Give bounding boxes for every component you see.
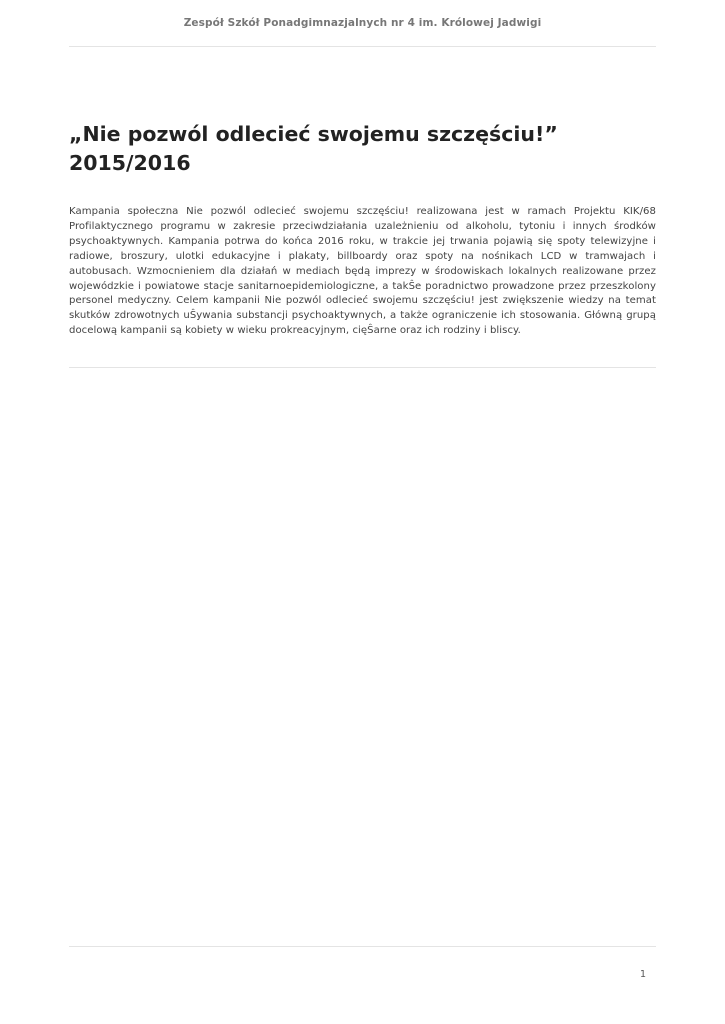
- header-divider: [69, 46, 656, 47]
- article-title-line2: 2015/2016: [69, 151, 191, 175]
- article-body: Kampania społeczna Nie pozwól odlecieć swojemu szczęściu! realizowana jest w ramach Projektu KIK/68 Profilaktycznego programu w zakresie przeciwdziałania uzależnieniu od alkoholu, tytoniu i innych środków psychoaktywnych. Kampania potrwa do końca 2016 roku, w trakcie jej trwania pojawią się spoty telewizyjne i radiowe, broszury, ulotki edukacyjne i plakaty, billboardy oraz spoty na nośnikach LCD w tramwajach i autobusach. Wzmocnieniem dla działań w mediach będą imprezy w środowiskach lokalnych realizowane przez wojewódzkie i powiatowe stacje sanitarnoepidemiologiczne, a takŜe poradnictwo prowadzone przez przeszkolony personel medyczny. Celem kampanii Nie pozwól odlecieć swojemu szczęściu! jest zwiększenie wiedzy na temat skutków zdrowotnych uŜywania substancji psychoaktywnych, a także ograniczenie ich stosowania. Główną grupą docelową kampanii są kobiety w wieku prokreacyjnym, cięŜarne oraz ich rodziny i bliscy.: [69, 206, 656, 337]
- footer-divider: [69, 946, 656, 947]
- article-title-line1: „Nie pozwól odlecieć swojemu szczęściu!”: [69, 122, 558, 146]
- article-title: [69, 120, 656, 178]
- page-number: 1: [639, 969, 646, 980]
- header-school-name: Zespół Szkół Ponadgimnazjalnych nr 4 im. Królowej Jadwigi: [183, 17, 542, 29]
- content-divider: [69, 367, 656, 368]
